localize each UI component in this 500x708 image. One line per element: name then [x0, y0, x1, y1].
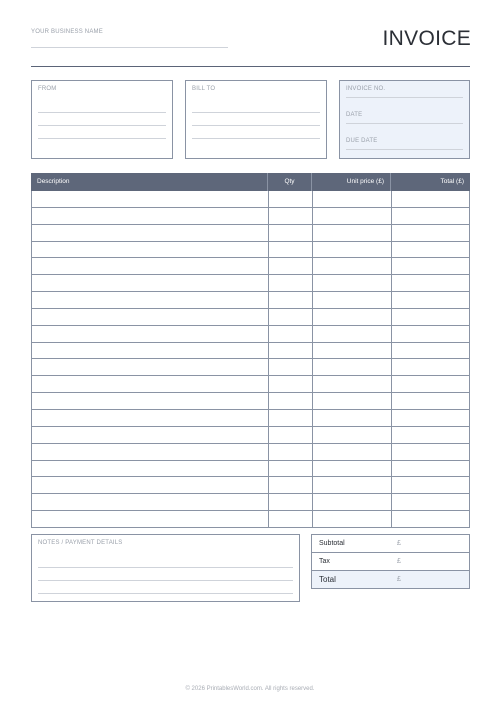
notes-box[interactable]	[31, 534, 300, 602]
table-row	[32, 242, 469, 259]
subtotal-label: Subtotal	[319, 540, 345, 547]
description-cell[interactable]	[32, 393, 269, 409]
from-line[interactable]	[38, 138, 166, 139]
unit-price-cell[interactable]	[313, 393, 392, 409]
qty-cell[interactable]	[269, 477, 313, 493]
qty-cell[interactable]	[269, 191, 313, 207]
table-row	[32, 461, 469, 478]
description-cell[interactable]	[32, 511, 269, 527]
total-cell[interactable]	[392, 258, 469, 274]
bill-to-box[interactable]	[185, 80, 327, 159]
column-header-qty: Qty	[268, 173, 312, 191]
table-row	[32, 326, 469, 343]
unit-price-cell[interactable]	[313, 326, 392, 342]
unit-price-cell[interactable]	[313, 309, 392, 325]
unit-price-cell[interactable]	[313, 359, 392, 375]
qty-cell[interactable]	[269, 326, 313, 342]
table-row	[32, 494, 469, 511]
qty-cell[interactable]	[269, 376, 313, 392]
unit-price-cell[interactable]	[313, 494, 392, 510]
invoice-title: INVOICE	[382, 27, 471, 50]
total-cell[interactable]	[392, 393, 469, 409]
table-row	[32, 427, 469, 444]
total-currency: £	[397, 576, 401, 583]
unit-price-cell[interactable]	[313, 258, 392, 274]
table-body	[31, 191, 470, 528]
date-line	[346, 123, 463, 124]
total-cell[interactable]	[392, 292, 469, 308]
bill-to-line[interactable]	[192, 112, 320, 113]
qty-cell[interactable]	[269, 275, 313, 291]
notes-label: NOTES / PAYMENT DETAILS	[38, 540, 123, 546]
invoice-meta-box	[339, 80, 470, 159]
unit-price-cell[interactable]	[313, 477, 392, 493]
unit-price-cell[interactable]	[313, 427, 392, 443]
qty-cell[interactable]	[269, 309, 313, 325]
due-date-line	[346, 149, 463, 150]
notes-line[interactable]	[38, 580, 293, 581]
subtotal-currency: £	[397, 540, 401, 547]
total-cell[interactable]	[392, 477, 469, 493]
unit-price-cell[interactable]	[313, 242, 392, 258]
table-row	[32, 275, 469, 292]
description-cell[interactable]	[32, 359, 269, 375]
unit-price-cell[interactable]	[313, 343, 392, 359]
description-cell[interactable]	[32, 292, 269, 308]
unit-price-cell[interactable]	[313, 225, 392, 241]
total-label: Total	[319, 575, 336, 584]
description-cell[interactable]	[32, 343, 269, 359]
qty-cell[interactable]	[269, 225, 313, 241]
description-cell[interactable]	[32, 242, 269, 258]
table-row	[32, 225, 469, 242]
bill-to-line[interactable]	[192, 138, 320, 139]
total-cell[interactable]	[392, 444, 469, 460]
total-cell[interactable]	[392, 494, 469, 510]
tax-currency: £	[397, 558, 401, 565]
unit-price-cell[interactable]	[313, 461, 392, 477]
total-cell[interactable]	[392, 461, 469, 477]
description-cell[interactable]	[32, 410, 269, 426]
qty-cell[interactable]	[269, 343, 313, 359]
tax-row[interactable]	[312, 553, 469, 571]
table-row	[32, 477, 469, 494]
description-cell[interactable]	[32, 427, 269, 443]
qty-cell[interactable]	[269, 393, 313, 409]
description-cell[interactable]	[32, 494, 269, 510]
total-cell[interactable]	[392, 427, 469, 443]
table-header	[31, 173, 470, 191]
qty-cell[interactable]	[269, 427, 313, 443]
total-row[interactable]	[312, 571, 469, 588]
due-date-label: DUE DATE	[346, 138, 378, 144]
description-cell[interactable]	[32, 225, 269, 241]
unit-price-cell[interactable]	[313, 191, 392, 207]
table-row	[32, 444, 469, 461]
total-cell[interactable]	[392, 208, 469, 224]
business-name-line[interactable]	[31, 47, 228, 48]
unit-price-cell[interactable]	[313, 275, 392, 291]
column-header-unit-price: Unit price (£)	[312, 173, 391, 191]
description-cell[interactable]	[32, 376, 269, 392]
unit-price-cell[interactable]	[313, 444, 392, 460]
notes-line[interactable]	[38, 593, 293, 594]
bill-to-label: BILL TO	[192, 86, 216, 92]
footer-copyright: © 2026 PrintablesWorld.com. All rights reserved.	[185, 686, 315, 692]
unit-price-cell[interactable]	[313, 410, 392, 426]
qty-cell[interactable]	[269, 242, 313, 258]
qty-cell[interactable]	[269, 359, 313, 375]
total-cell[interactable]	[392, 343, 469, 359]
unit-price-cell[interactable]	[313, 292, 392, 308]
line-items-table	[31, 173, 470, 528]
qty-cell[interactable]	[269, 511, 313, 527]
total-cell[interactable]	[392, 225, 469, 241]
description-cell[interactable]	[32, 444, 269, 460]
column-header-total: Total (£)	[440, 178, 464, 185]
total-cell[interactable]	[392, 309, 469, 325]
description-cell[interactable]	[32, 258, 269, 274]
invoice-number-label: INVOICE NO.	[346, 86, 386, 92]
qty-cell[interactable]	[269, 208, 313, 224]
invoice-number-line	[346, 97, 463, 98]
business-name-label: YOUR BUSINESS NAME	[31, 29, 103, 35]
table-row	[32, 208, 469, 225]
unit-price-cell[interactable]	[313, 208, 392, 224]
date-field[interactable]	[340, 107, 469, 133]
invoice-number-field[interactable]	[340, 81, 469, 107]
total-cell[interactable]	[392, 511, 469, 527]
header-divider	[31, 66, 470, 67]
unit-price-cell[interactable]	[313, 376, 392, 392]
total-cell[interactable]	[392, 410, 469, 426]
description-cell[interactable]	[32, 191, 269, 207]
table-row	[32, 292, 469, 309]
qty-cell[interactable]	[269, 410, 313, 426]
total-cell[interactable]	[392, 275, 469, 291]
description-cell[interactable]	[32, 326, 269, 342]
table-row	[32, 359, 469, 376]
table-row	[32, 376, 469, 393]
qty-cell[interactable]	[269, 292, 313, 308]
due-date-field[interactable]	[340, 133, 469, 159]
table-row	[32, 309, 469, 326]
table-row	[32, 258, 469, 275]
table-row	[32, 410, 469, 427]
subtotal-row[interactable]	[312, 535, 469, 553]
date-label: DATE	[346, 112, 363, 118]
description-cell[interactable]	[32, 461, 269, 477]
total-cell[interactable]	[392, 359, 469, 375]
qty-cell[interactable]	[269, 444, 313, 460]
total-cell[interactable]	[392, 191, 469, 207]
description-cell[interactable]	[32, 477, 269, 493]
qty-cell[interactable]	[269, 258, 313, 274]
table-row	[32, 393, 469, 410]
total-cell[interactable]	[392, 242, 469, 258]
description-cell[interactable]	[32, 275, 269, 291]
description-cell[interactable]	[32, 309, 269, 325]
unit-price-cell[interactable]	[313, 511, 392, 527]
tax-label: Tax	[319, 558, 330, 565]
from-label: FROM	[38, 86, 57, 92]
from-line[interactable]	[38, 125, 166, 126]
notes-line[interactable]	[38, 567, 293, 568]
from-line[interactable]	[38, 112, 166, 113]
qty-cell[interactable]	[269, 461, 313, 477]
totals-box	[311, 534, 470, 589]
from-box[interactable]	[31, 80, 173, 159]
bill-to-line[interactable]	[192, 125, 320, 126]
total-cell[interactable]	[392, 326, 469, 342]
table-row	[32, 343, 469, 360]
qty-cell[interactable]	[269, 494, 313, 510]
table-row	[32, 511, 469, 528]
table-row	[32, 191, 469, 208]
description-cell[interactable]	[32, 208, 269, 224]
total-cell[interactable]	[392, 376, 469, 392]
column-header-description: Description	[31, 173, 268, 191]
